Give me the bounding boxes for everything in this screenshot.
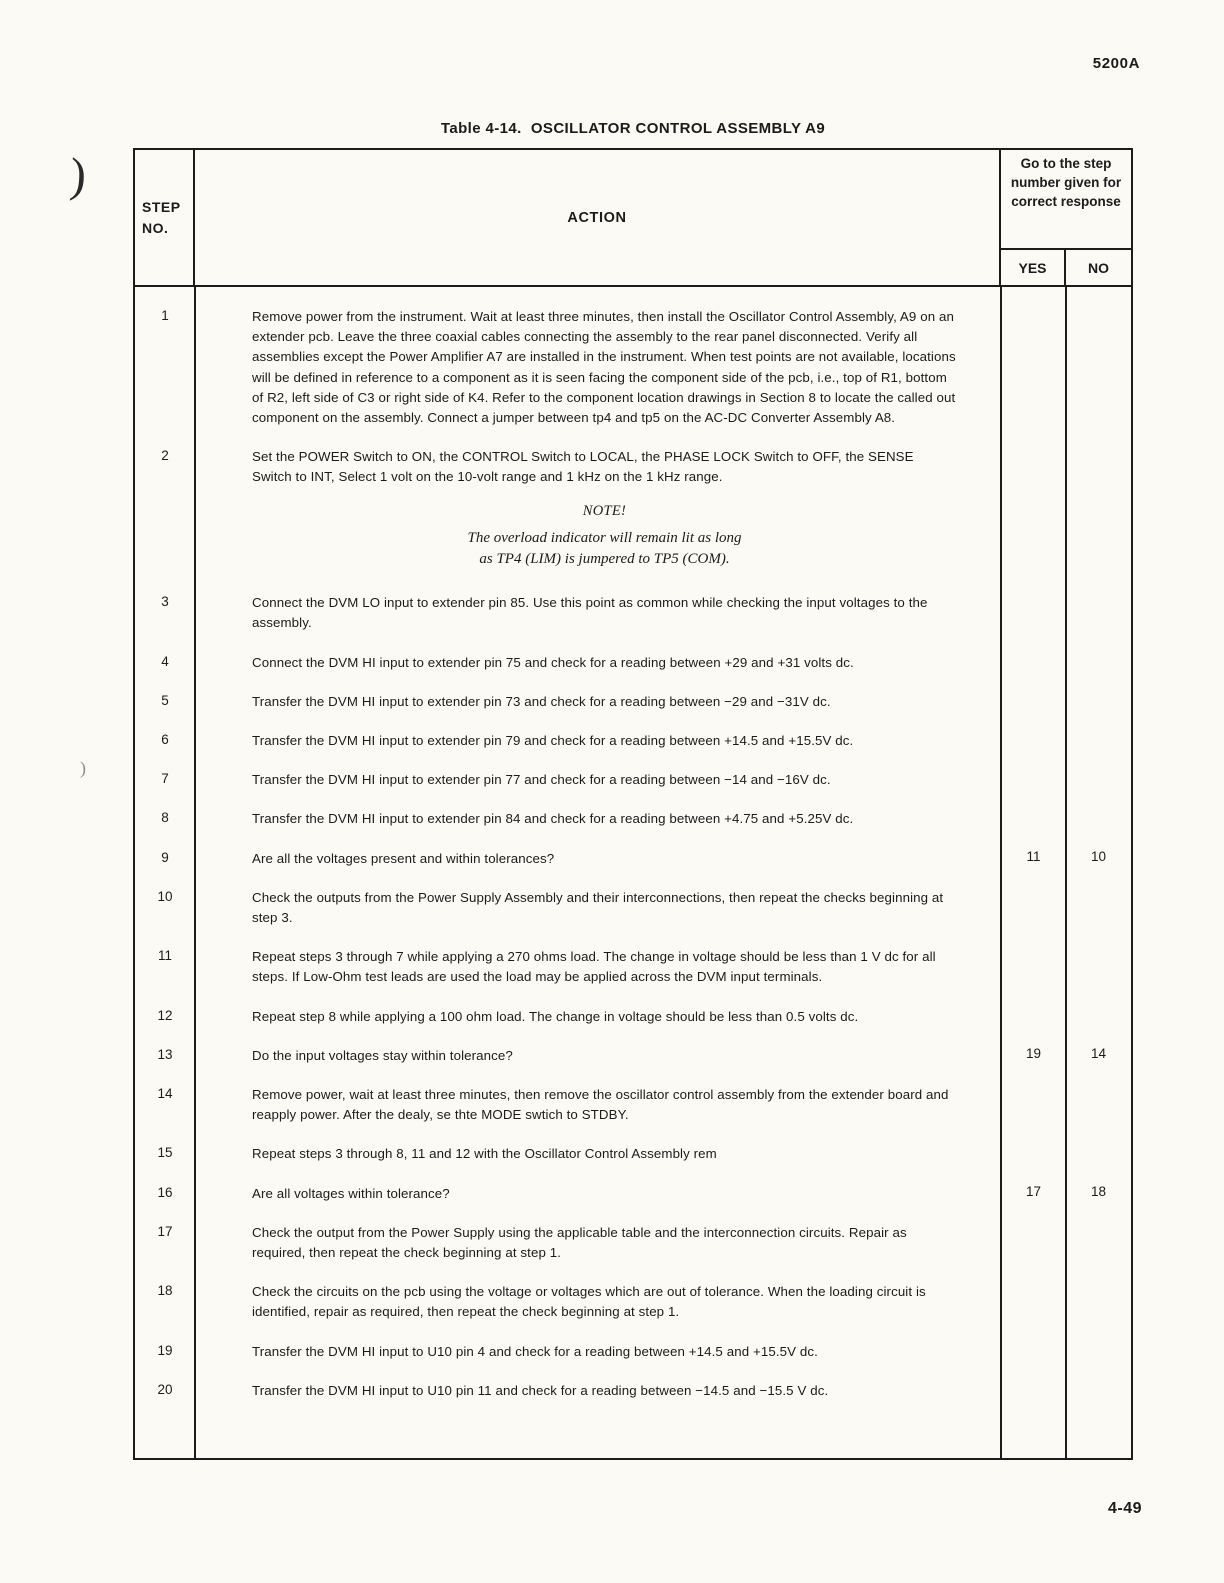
table-row bbox=[135, 1046, 1131, 1085]
no-value: 18 bbox=[1090, 1183, 1107, 1199]
no-value bbox=[1066, 731, 1131, 770]
action-text: Transfer the DVM HI input to extender pin 73 and check for a reading between −29 and −31V dc. bbox=[252, 693, 831, 709]
no-value bbox=[1066, 1223, 1131, 1282]
step-number: 7 bbox=[161, 771, 169, 787]
step-number: 6 bbox=[161, 731, 169, 747]
action-text: Transfer the DVM HI input to U10 pin 11 and check for a reading between −14.5 and −15.5 V dc. bbox=[252, 1382, 829, 1398]
note-line: The overload indicator will remain lit as long bbox=[467, 529, 742, 546]
yes-value bbox=[1001, 731, 1066, 770]
yes-value bbox=[1001, 888, 1066, 947]
action-cell bbox=[195, 692, 1001, 731]
action-cell bbox=[195, 447, 1001, 593]
action-cell bbox=[195, 888, 1001, 947]
action-text: Transfer the DVM HI input to extender pin 84 and check for a reading between +4.75 and +5.25V dc. bbox=[252, 811, 854, 827]
header-response bbox=[1001, 150, 1131, 285]
step-number: 18 bbox=[157, 1283, 173, 1299]
action-cell bbox=[195, 1184, 1001, 1223]
table-row bbox=[135, 1007, 1131, 1046]
yes-value bbox=[1001, 1085, 1066, 1144]
table-row bbox=[135, 770, 1131, 809]
no-value bbox=[1066, 1342, 1131, 1381]
doc-number: 5200A bbox=[1092, 55, 1140, 72]
action-text: Connect the DVM HI input to extender pin 75 and check for a reading between +29 and +31 volts dc. bbox=[252, 654, 854, 670]
step-number: 13 bbox=[157, 1046, 173, 1062]
troubleshooting-table bbox=[133, 148, 1133, 1460]
column-divider bbox=[194, 287, 196, 1458]
no-value: 10 bbox=[1090, 848, 1107, 864]
table-row bbox=[135, 1223, 1131, 1282]
yes-value: 17 bbox=[1025, 1183, 1042, 1199]
scan-artifact-paren-small: ) bbox=[80, 758, 86, 778]
table-row bbox=[135, 593, 1131, 652]
action-cell bbox=[195, 1342, 1001, 1381]
action-text: Transfer the DVM HI input to U10 pin 4 and check for a reading between +14.5 and +15.5V dc. bbox=[252, 1343, 818, 1359]
step-number: 15 bbox=[157, 1145, 173, 1161]
no-value bbox=[1066, 809, 1131, 848]
step-number: 11 bbox=[157, 948, 172, 964]
header-yes: YES bbox=[1001, 250, 1066, 285]
yes-value bbox=[1001, 1007, 1066, 1046]
table-row bbox=[135, 888, 1131, 947]
table-row bbox=[135, 1184, 1131, 1223]
action-cell bbox=[195, 809, 1001, 848]
action-cell bbox=[195, 593, 1001, 652]
action-text: Are all voltages within tolerance? bbox=[252, 1185, 450, 1201]
yes-value bbox=[1001, 692, 1066, 731]
yes-value: 19 bbox=[1025, 1045, 1042, 1061]
action-text: Transfer the DVM HI input to extender pin 77 and check for a reading between −14 and −16V dc. bbox=[252, 772, 831, 788]
note-title: NOTE! bbox=[582, 502, 627, 519]
table-row bbox=[135, 307, 1131, 447]
yes-value bbox=[1001, 1381, 1066, 1420]
header-step-no bbox=[135, 150, 195, 285]
action-text: Repeat steps 3 through 8, 11 and 12 with the Oscillator Control Assembly rem bbox=[252, 1146, 717, 1162]
action-cell bbox=[195, 1144, 1001, 1183]
header-response-text: Go to the step number given for correct response bbox=[1001, 150, 1131, 250]
action-text: Repeat step 8 while applying a 100 ohm load. The change in voltage should be less than 0.5 volts dc. bbox=[252, 1008, 859, 1024]
yes-value bbox=[1001, 593, 1066, 652]
yes-value bbox=[1001, 1342, 1066, 1381]
step-number: 1 bbox=[161, 308, 169, 323]
table-row bbox=[135, 1085, 1131, 1144]
action-cell bbox=[195, 1223, 1001, 1282]
header-step-line2: NO. bbox=[142, 219, 169, 236]
step-number: 2 bbox=[161, 448, 169, 464]
header-step-line1: STEP bbox=[142, 198, 181, 215]
action-text: Repeat steps 3 through 7 while applying a 270 ohms load. The change in voltage should be less than 1 V dc for all steps. If Low-Ohm test leads are used the load may be applied across the DVM input terminals. bbox=[252, 949, 936, 985]
action-text: Transfer the DVM HI input to extender pin 79 and check for a reading between +14.5 and +15.5V dc. bbox=[252, 732, 854, 748]
step-number: 16 bbox=[157, 1184, 173, 1200]
action-text: Remove power, wait at least three minutes, then remove the oscillator control assembly from the extender board and reapply power. After the dealy, se thte MODE swtich to STDBY. bbox=[252, 1086, 949, 1123]
table-row bbox=[135, 692, 1131, 731]
step-number: 17 bbox=[157, 1223, 173, 1239]
column-divider bbox=[1000, 287, 1002, 1458]
table-row bbox=[135, 1342, 1131, 1381]
table-title: Table 4-14. OSCILLATOR CONTROL ASSEMBLY A9 bbox=[440, 120, 826, 137]
action-cell bbox=[195, 731, 1001, 770]
no-value bbox=[1066, 653, 1131, 692]
no-value bbox=[1066, 770, 1131, 809]
step-number: 8 bbox=[161, 810, 169, 826]
no-value bbox=[1066, 888, 1131, 947]
action-cell bbox=[195, 1085, 1001, 1144]
note-block bbox=[252, 503, 957, 572]
page-number: 4-49 bbox=[1107, 1500, 1142, 1517]
action-text: Are all the voltages present and within tolerances? bbox=[252, 850, 555, 866]
yes-value: 11 bbox=[1026, 848, 1041, 864]
no-value bbox=[1066, 1144, 1131, 1183]
yes-value bbox=[1001, 1223, 1066, 1282]
action-cell bbox=[195, 770, 1001, 809]
table-row bbox=[135, 1381, 1131, 1420]
yes-value bbox=[1001, 947, 1066, 1006]
header-yes-no-row bbox=[1001, 250, 1131, 285]
scan-artifact-paren: ) bbox=[68, 148, 88, 203]
yes-value bbox=[1001, 653, 1066, 692]
action-text: Do the input voltages stay within tolerance? bbox=[252, 1047, 513, 1063]
yes-value bbox=[1001, 1282, 1066, 1341]
action-text: Connect the DVM LO input to extender pin 85. Use this point as common while checking the input voltages to the assembly. bbox=[252, 595, 928, 631]
table-body bbox=[135, 287, 1131, 1458]
action-text: Check the circuits on the pcb using the voltage or voltages which are out of tolerance. When the loading circuit is identified, repair as required, then repeat the check beginning at step 1. bbox=[252, 1284, 926, 1320]
step-number: 12 bbox=[157, 1007, 173, 1023]
action-cell bbox=[195, 947, 1001, 1006]
no-value bbox=[1066, 593, 1131, 652]
action-text: Set the POWER Switch to ON, the CONTROL Switch to LOCAL, the PHASE LOCK Switch to OFF, the SENSE Switch to INT, Select 1 volt on the 10-volt range and 1 kHz on the 1 kHz range. bbox=[252, 449, 914, 485]
action-cell bbox=[195, 1007, 1001, 1046]
step-number: 14 bbox=[157, 1085, 173, 1101]
step-number: 9 bbox=[161, 849, 169, 865]
action-cell bbox=[195, 653, 1001, 692]
note-line: as TP4 (LIM) is jumpered to TP5 (COM). bbox=[479, 551, 730, 568]
no-value bbox=[1066, 1085, 1131, 1144]
yes-value bbox=[1001, 307, 1066, 447]
action-cell bbox=[195, 849, 1001, 888]
header-no: NO bbox=[1088, 260, 1109, 276]
step-number: 19 bbox=[157, 1342, 173, 1358]
step-number: 3 bbox=[161, 594, 169, 610]
yes-value bbox=[1001, 1144, 1066, 1183]
no-value bbox=[1066, 447, 1131, 593]
action-cell bbox=[195, 1381, 1001, 1420]
action-cell bbox=[195, 1046, 1001, 1085]
table-row bbox=[135, 731, 1131, 770]
step-number: 20 bbox=[157, 1381, 173, 1397]
no-value bbox=[1066, 1007, 1131, 1046]
yes-value bbox=[1001, 447, 1066, 593]
header-action: ACTION bbox=[195, 150, 1001, 285]
action-cell bbox=[195, 307, 1001, 447]
no-value bbox=[1066, 692, 1131, 731]
table-row bbox=[135, 849, 1131, 888]
no-value bbox=[1066, 1381, 1131, 1420]
step-number: 5 bbox=[161, 692, 169, 708]
column-divider bbox=[1065, 287, 1067, 1458]
action-text: Check the outputs from the Power Supply Assembly and their interconnections, then repeat the checks beginning at step 3. bbox=[252, 889, 944, 925]
step-number: 4 bbox=[161, 653, 169, 669]
table-row bbox=[135, 947, 1131, 1006]
table-header bbox=[135, 150, 1131, 287]
table-row bbox=[135, 809, 1131, 848]
table-row bbox=[135, 1282, 1131, 1341]
yes-value bbox=[1001, 809, 1066, 848]
table-row bbox=[135, 653, 1131, 692]
no-value: 14 bbox=[1090, 1045, 1107, 1061]
step-number: 10 bbox=[157, 888, 173, 904]
yes-value bbox=[1001, 770, 1066, 809]
no-value bbox=[1066, 307, 1131, 447]
no-value bbox=[1066, 947, 1131, 1006]
action-text: Check the output from the Power Supply using the applicable table and the interconnection circuits. Repair as required, then repeat the check beginning at step 1. bbox=[252, 1224, 907, 1260]
action-cell bbox=[195, 1282, 1001, 1341]
table-row bbox=[135, 1144, 1131, 1183]
table-row bbox=[135, 447, 1131, 593]
action-text: Remove power from the instrument. Wait at least three minutes, then install the Oscillator Control Assembly, A9 on an extender pcb. Leave the three coaxial cables connecting the assembly to the rear panel disconnected. Verify all assemblies except the Power Amplifier A7 are installed in the instrument. When test points are not available, locations will be defined in reference to a component as it is seen facing the component side of the pcb, i.e., top of R1, bottom of R2, left side of C3 or right side of K4. Refer to the component location drawings in Section 8 to locate the called out component on the assembly. Connect a jumper between tp4 and tp5 on the AC-DC Converter Assembly A8. bbox=[252, 309, 956, 426]
no-value bbox=[1066, 1282, 1131, 1341]
